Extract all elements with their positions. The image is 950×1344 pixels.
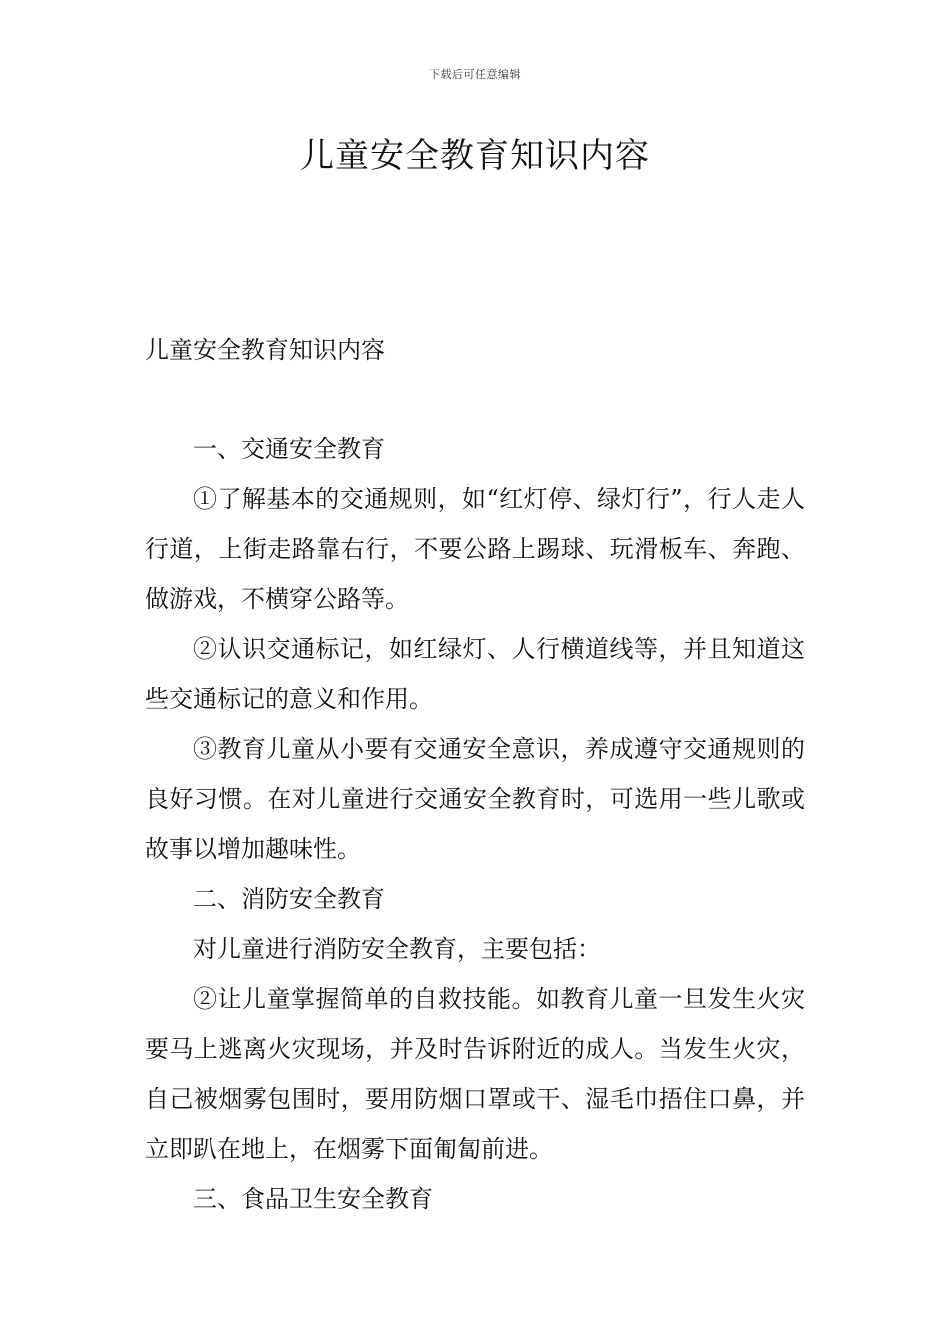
document-title: 儿童安全教育知识内容	[300, 136, 650, 176]
document-subtitle: 儿童安全教育知识内容	[145, 336, 385, 364]
section-heading-fire: 二、消防安全教育	[193, 885, 385, 913]
section-heading-traffic: 一、交通安全教育	[193, 435, 385, 463]
paragraph-traffic-signs: ②认识交通标记，如红绿灯、人行横道线等，并且知道这些交通标记的意义和作用。	[145, 635, 805, 713]
header-note: 下载后可任意编辑	[429, 68, 521, 81]
document-body	[145, 325, 805, 1224]
paragraph-fire-self-rescue: ②让儿童掌握简单的自救技能。如教育儿童一旦发生火灾要马上逃离火灾现场，并及时告诉附近的成人。当发生火灾，自己被烟雾包围时，要用防烟口罩或干、湿毛巾捂住口鼻，并立即趴在地上，在烟雾下面匍匐前进。	[145, 985, 805, 1163]
paragraph-fire-intro: 对儿童进行消防安全教育，主要包括：	[193, 935, 601, 963]
blank-line	[145, 375, 805, 424]
paragraph-traffic-rules: ①了解基本的交通规则，如“红灯停、绿灯行”，行人走人行道，上街走路靠右行，不要公路上踢球、玩滑板车、奔跑、做游戏，不横穿公路等。	[145, 485, 805, 613]
section-heading-food: 三、食品卫生安全教育	[193, 1185, 433, 1213]
paragraph-traffic-awareness: ③教育儿童从小要有交通安全意识，养成遵守交通规则的良好习惯。在对儿童进行交通安全教育时，可选用一些儿歌或故事以增加趣味性。	[145, 735, 805, 863]
